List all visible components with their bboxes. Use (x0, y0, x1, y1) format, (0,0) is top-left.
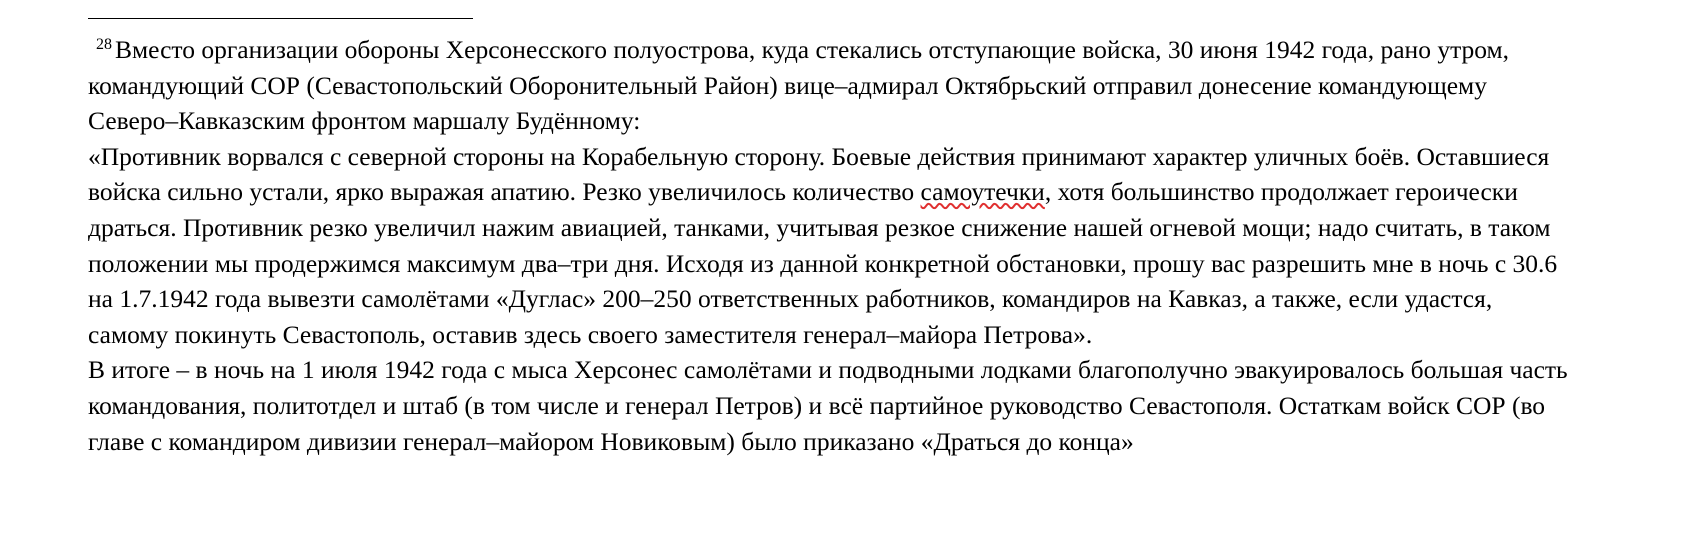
footnote-paragraph-1 (88, 32, 1568, 139)
spellcheck-flagged-word: самоутечки (920, 177, 1045, 207)
footnote-marker: 28 (96, 35, 112, 53)
footnote-separator-rule (88, 18, 473, 19)
footnote-block (88, 18, 1568, 459)
footnote-paragraph-2 (88, 139, 1568, 353)
footnote-paragraph-2-text-b: , хотя большинство продолжает героически драться. Противник резко увеличил нажим авиацией, танками, учитывая резкое снижение нашей огневой мощи; надо считать, в таком положении мы продержимся максимум два–три дня. Исходя из данной конкретной обстановки, прошу вас разрешить мне в ночь с 30.6 на 1.7.1942 года вывезти самолётами «Дуглас» 200–250 ответственных работников, командиров на Кавказ, а также, если удастся, самому покинуть Севастополь, оставив здесь своего заместителя генерал–майора Петрова». (88, 177, 1558, 349)
footnote-paragraph-1-text: Вместо организации обороны Херсонесского полуострова, куда стекались отступающие войска, 30 июня 1942 года, рано утром, командующий СОР (Севастопольский Оборонительный Район) вице–адмирал Октябрьский отправил донесение командующему Северо–Кавказским фронтом маршалу Будённому: (88, 35, 1510, 136)
footnote-paragraph-3 (88, 352, 1568, 459)
footnote-text (88, 32, 1568, 459)
footnote-paragraph-2-text-a: «Противник ворвался с северной стороны на Корабельную сторону. Боевые действия принимают характер уличных боёв. Оставшиеся войска сильно устали, ярко выражая апатию. Резко увеличилось количество (88, 141, 1550, 207)
footnote-paragraph-3-text: В итоге – в ночь на 1 июля 1942 года с мыса Херсонес самолётами и подводными лодками благополучно эвакуировалось большая часть командования, политотдел и штаб (в том числе и генерал Петров) и всё партийное руководство Севастополя. Остаткам войск СОР (во главе с командиром дивизии генерал–майором Новиковым) было приказано «Драться до конца» (88, 355, 1568, 456)
